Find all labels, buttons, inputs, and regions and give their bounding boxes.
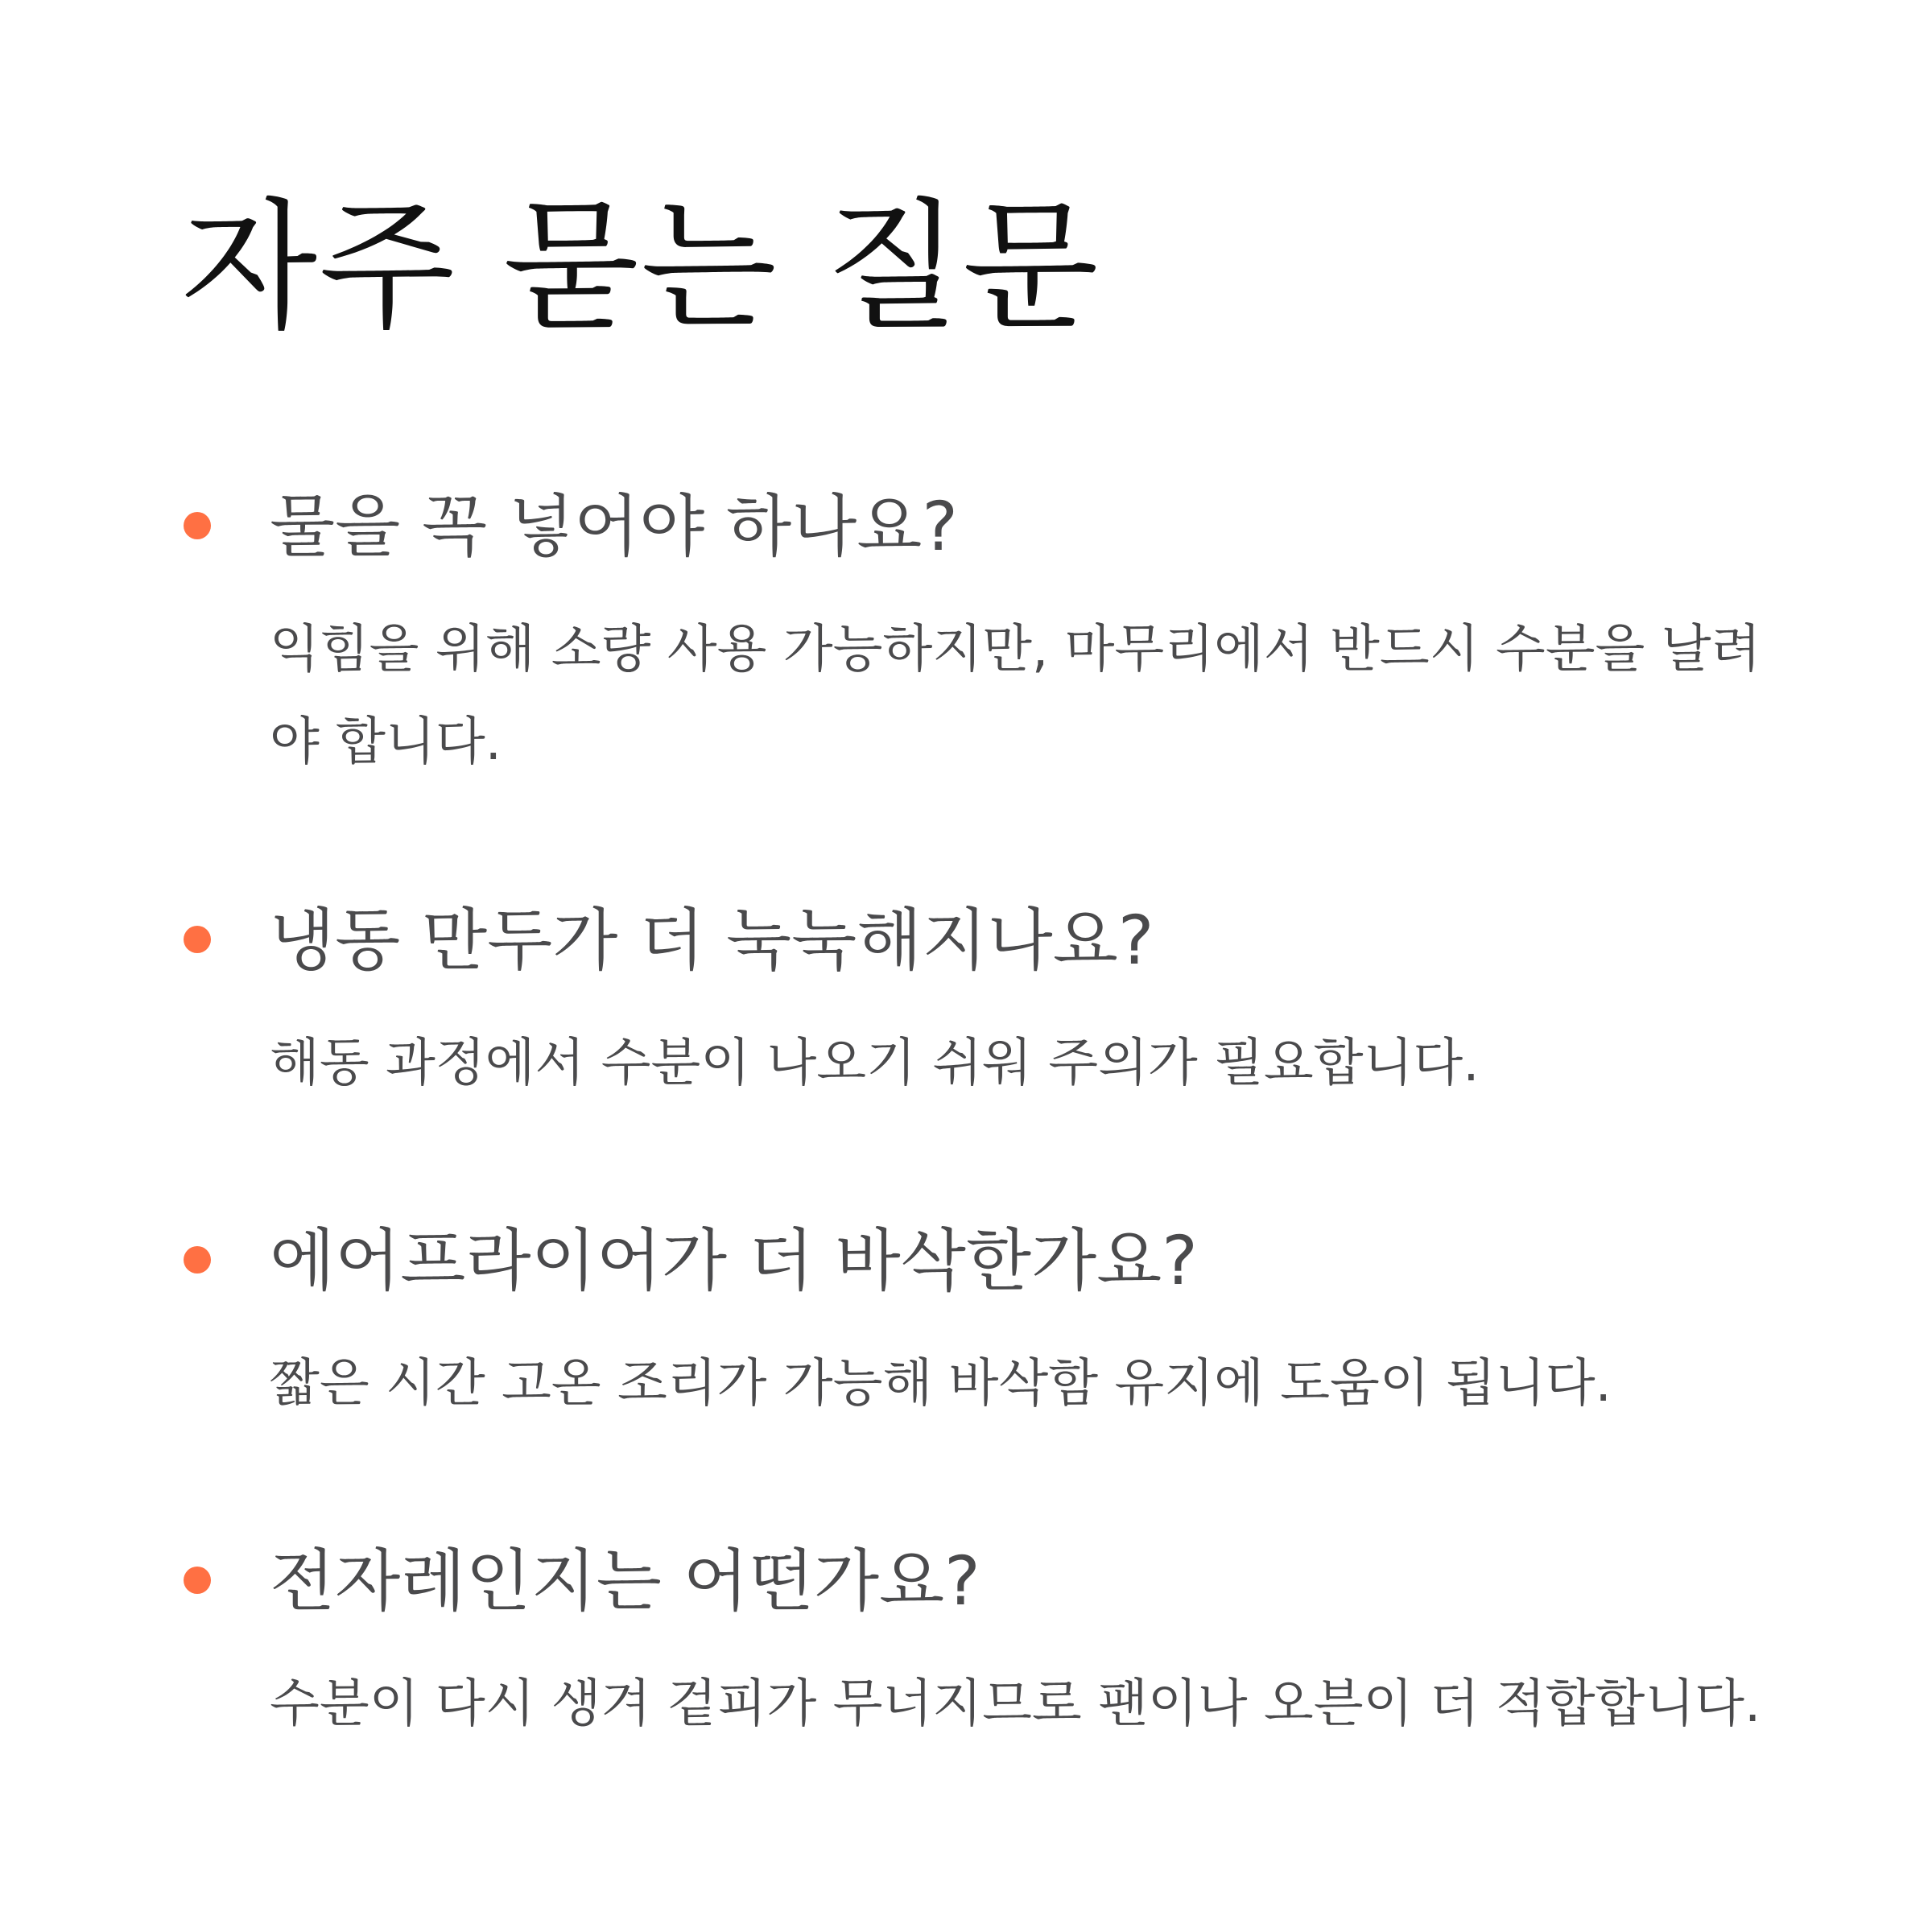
faq-question: 에어프라이어가 더 바삭한가요? [270, 1221, 1198, 1300]
faq-answer: 수분이 다시 생겨 겉피가 무너지므로 팬이나 오븐이 더 적합합니다. [270, 1674, 1761, 1734]
page-title: 자주 묻는 질문 [181, 186, 1100, 349]
faq-question: 냉동 만두가 더 눅눅해지나요? [270, 901, 1154, 980]
faq-answer: 익힘을 위해 소량 사용 가능하지만, 마무리에서 반드시 수분을 날려야 합니다. [270, 620, 1761, 772]
bullet-dot-icon [184, 512, 211, 539]
faq-answer: 짧은 시간 고온 조리가 가능해 바삭함 유지에 도움이 됩니다. [270, 1354, 1612, 1414]
bullet-dot-icon [184, 926, 211, 953]
faq-question: 물을 꼭 넣어야 하나요? [270, 487, 958, 566]
bullet-dot-icon [184, 1246, 211, 1274]
bullet-dot-icon [184, 1567, 211, 1594]
faq-question: 전자레인지는 어떤가요? [270, 1542, 980, 1620]
faq-answer: 해동 과정에서 수분이 나오기 쉬워 주의가 필요합니다. [270, 1034, 1480, 1093]
